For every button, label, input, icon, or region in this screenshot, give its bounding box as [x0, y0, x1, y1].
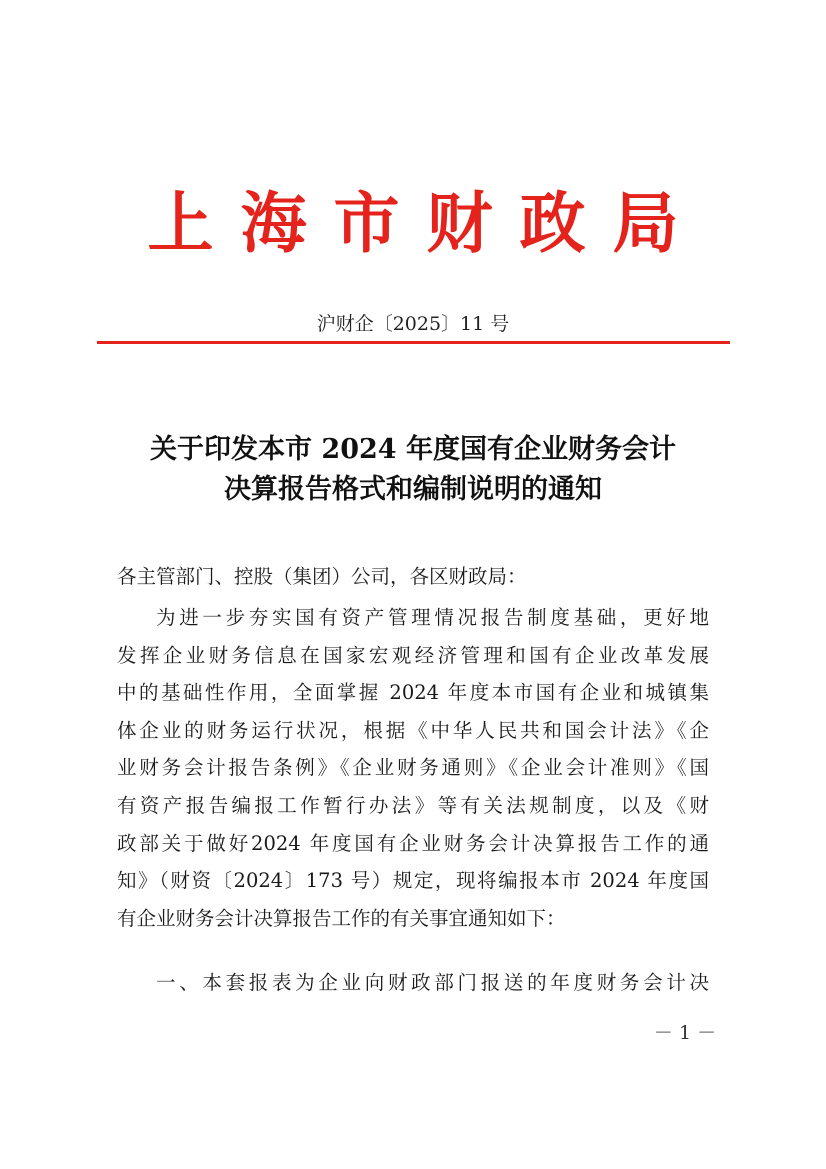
body-line: 有资产报告编报工作暂行办法》等有关法规制度，以及《财: [117, 793, 709, 817]
body-line: 有企业财务会计决算报告工作的有关事宜通知如下：: [117, 906, 566, 930]
title-line-1: 关于印发本市 2024 年度国有企业财务会计: [150, 434, 676, 465]
body-paragraph: [117, 599, 717, 937]
salutation: 各主管部门、控股（集团）公司，各区财政局：: [117, 565, 527, 588]
body-line: 中的基础性作用，全面掌握 2024 年度本市国有企业和城镇集: [117, 681, 709, 705]
body-line: 发挥企业财务信息在国家宏观经济管理和国有企业改革发展: [117, 643, 709, 667]
body-line: 知》（财资〔2024〕173 号）规定，现将编报本市 2024 年度国: [117, 869, 709, 893]
body-line: 体企业的财务运行状况，根据《中华人民共和国会计法》《企: [117, 718, 709, 742]
body-line: 业财务会计报告条例》《企业财务通则》《企业会计准则》《国: [117, 756, 709, 780]
section-one-start: 一、本套报表为企业向财政部门报送的年度财务会计决: [156, 971, 709, 994]
title-line-2: 决算报告格式和编制说明的通知: [224, 474, 602, 505]
red-divider-line: [97, 341, 730, 344]
page-number: － 1 －: [653, 1022, 717, 1044]
body-line: 政部关于做好2024 年度国有企业财务会计决算报告工作的通: [117, 831, 709, 855]
document-title: [90, 430, 736, 510]
agency-header: 上海市财政局: [147, 184, 706, 262]
document-number: 沪财企〔2025〕11 号: [316, 313, 510, 335]
body-line: 为进一步夯实国有资产管理情况报告制度基础，更好地: [156, 606, 709, 629]
